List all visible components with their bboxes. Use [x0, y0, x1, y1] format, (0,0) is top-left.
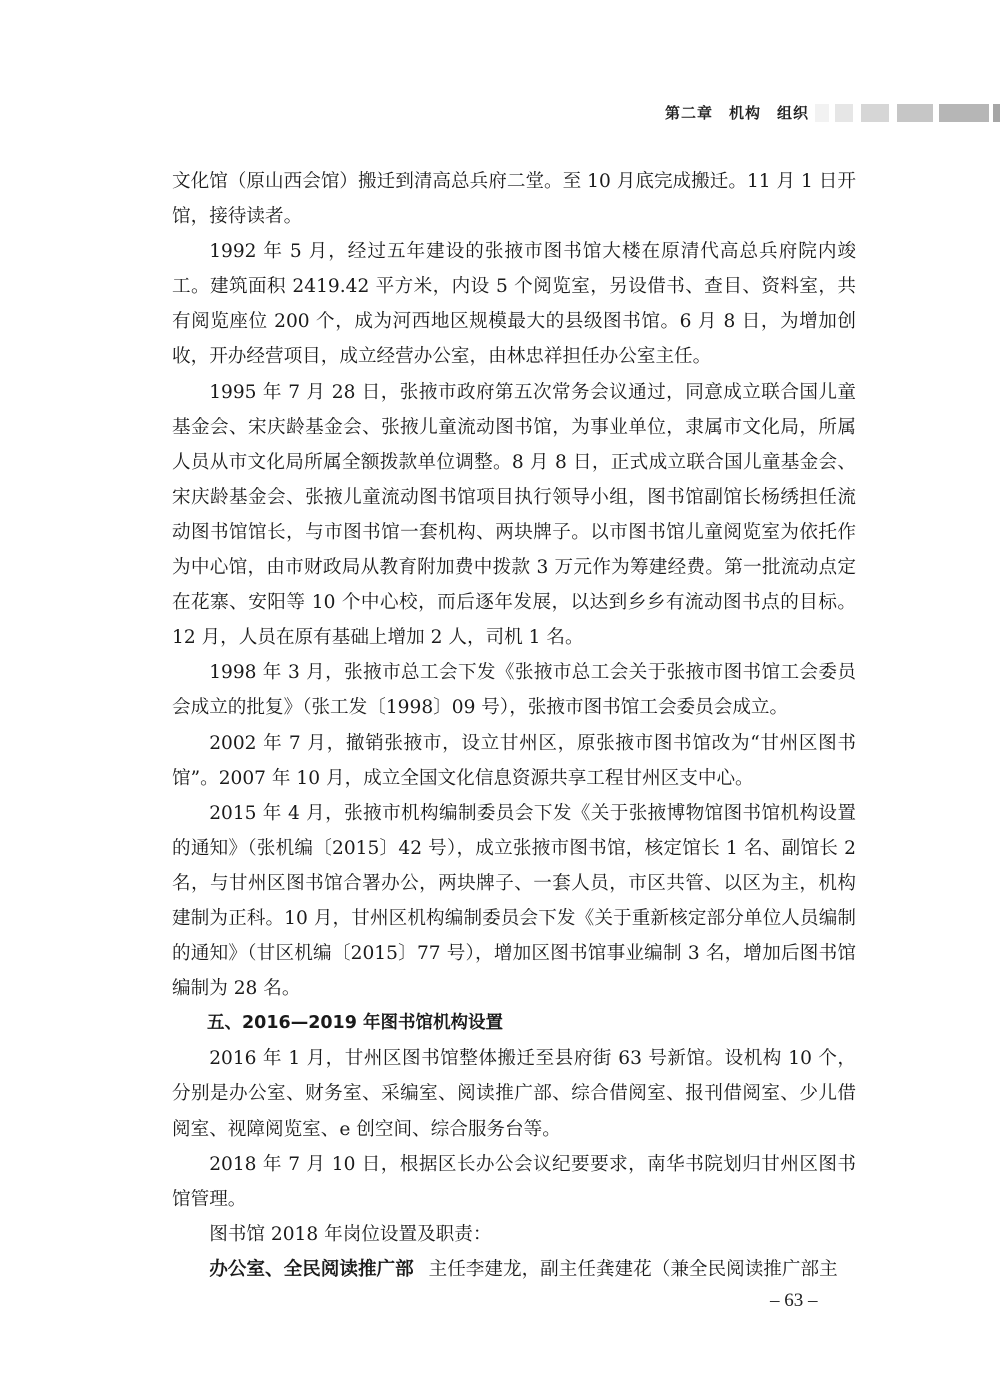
header-block — [835, 104, 853, 122]
entry-label: 办公室、全民阅读推广部 — [209, 1258, 414, 1280]
header-block — [897, 104, 933, 122]
paragraph: 2002 年 7 月，撤销张掖市，设立甘州区，原张掖市图书馆改为“甘州区图书馆”。2007 年 10 月，成立全国文化信息资源共享工程甘州区支中心。 — [172, 732, 856, 789]
header-block — [993, 104, 1000, 122]
header-block — [815, 104, 829, 122]
section-heading: 五、2016—2019 年图书馆机构设置 — [207, 1013, 504, 1034]
paragraph: 2015 年 4 月，张掖市机构编制委员会下发《关于张掖博物馆图书馆机构设置的通知》（张机编〔2015〕42 号），成立张掖市图书馆，核定馆长 1 名、副馆长 2 名，与甘州区图书馆合署办公，两块牌子、一套人员，市区共管、以区为主，机构建制为正科。10 月，甘州区机构编制委员会下发《关于重新核定部分单位人员编制的通知》（甘区机编〔2015〕77 号），增加区图书馆事业编制 3 名，增加后图书馆编制为 28 名。 — [172, 802, 856, 1000]
paragraph: 2018 年 7 月 10 日，根据区长办公会议纪要要求，南华书院划归甘州区图书馆管理。 — [172, 1153, 856, 1210]
entry-paragraph — [172, 1252, 856, 1287]
paragraph: 1995 年 7 月 28 日，张掖市政府第五次常务会议通过，同意成立联合国儿童基金会、宋庆龄基金会、张掖儿童流动图书馆，为事业单位，隶属市文化局，所属人员从市文化局所属全额拨款单位调整。8 月 8 日，正式成立联合国儿童基金会、宋庆龄基金会、张掖儿童流动图书馆项目执行领导小组，图书馆副馆长杨绣担任流动图书馆馆长，与市图书馆一套机构、两块牌子。以市图书馆儿童阅览室为依托作为中心馆，由市财政局从教育附加费中拨款 3 万元作为筹建经费。第一批流动点定在花寨、安阳等 10 个中心校，而后逐年发展，以达到乡乡有流动图书点的目标。12 月，人员在原有基础上增加 2 人，司机 1 名。 — [172, 381, 856, 649]
header-block — [861, 104, 889, 122]
body-text — [172, 164, 856, 1287]
paragraph: 1992 年 5 月，经过五年建设的张掖市图书馆大楼在原清代高总兵府院内竣工。建筑面积 2419.42 平方米，内设 5 个阅览室，另设借书、查目、资料室，共有阅览座位 200 个，成为河西地区规模最大的县级图书馆。6 月 8 日，为增加创收，开办经营项目，成立经营办公室，由林忠祥担任办公室主任。 — [172, 241, 856, 368]
chapter-title: 第二章 机构 组织 — [665, 104, 810, 122]
page-number: – 63 – — [770, 1290, 818, 1311]
paragraph: 1998 年 3 月，张掖市总工会下发《张掖市总工会关于张掖市图书馆工会委员会成立的批复》（张工发〔1998〕09 号），张掖市图书馆工会委员会成立。 — [172, 662, 856, 719]
running-header — [0, 96, 1000, 130]
paragraph: 文化馆（原山西会馆）搬迁到清高总兵府二堂。至 10 月底完成搬迁。11 月 1 日开馆，接待读者。 — [172, 171, 856, 228]
entry-text: 主任李建龙，副主任龚建花（兼全民阅读推广部主 — [428, 1258, 838, 1280]
paragraph: 图书馆 2018 年岗位设置及职责： — [209, 1223, 492, 1245]
paragraph: 2016 年 1 月，甘州区图书馆整体搬迁至县府街 63 号新馆。设机构 10 个，分别是办公室、财务室、采编室、阅读推广部、综合借阅室、报刊借阅室、少儿借阅室、视障阅览室、e 创空间、综合服务台等。 — [172, 1048, 856, 1140]
header-block — [939, 104, 989, 122]
